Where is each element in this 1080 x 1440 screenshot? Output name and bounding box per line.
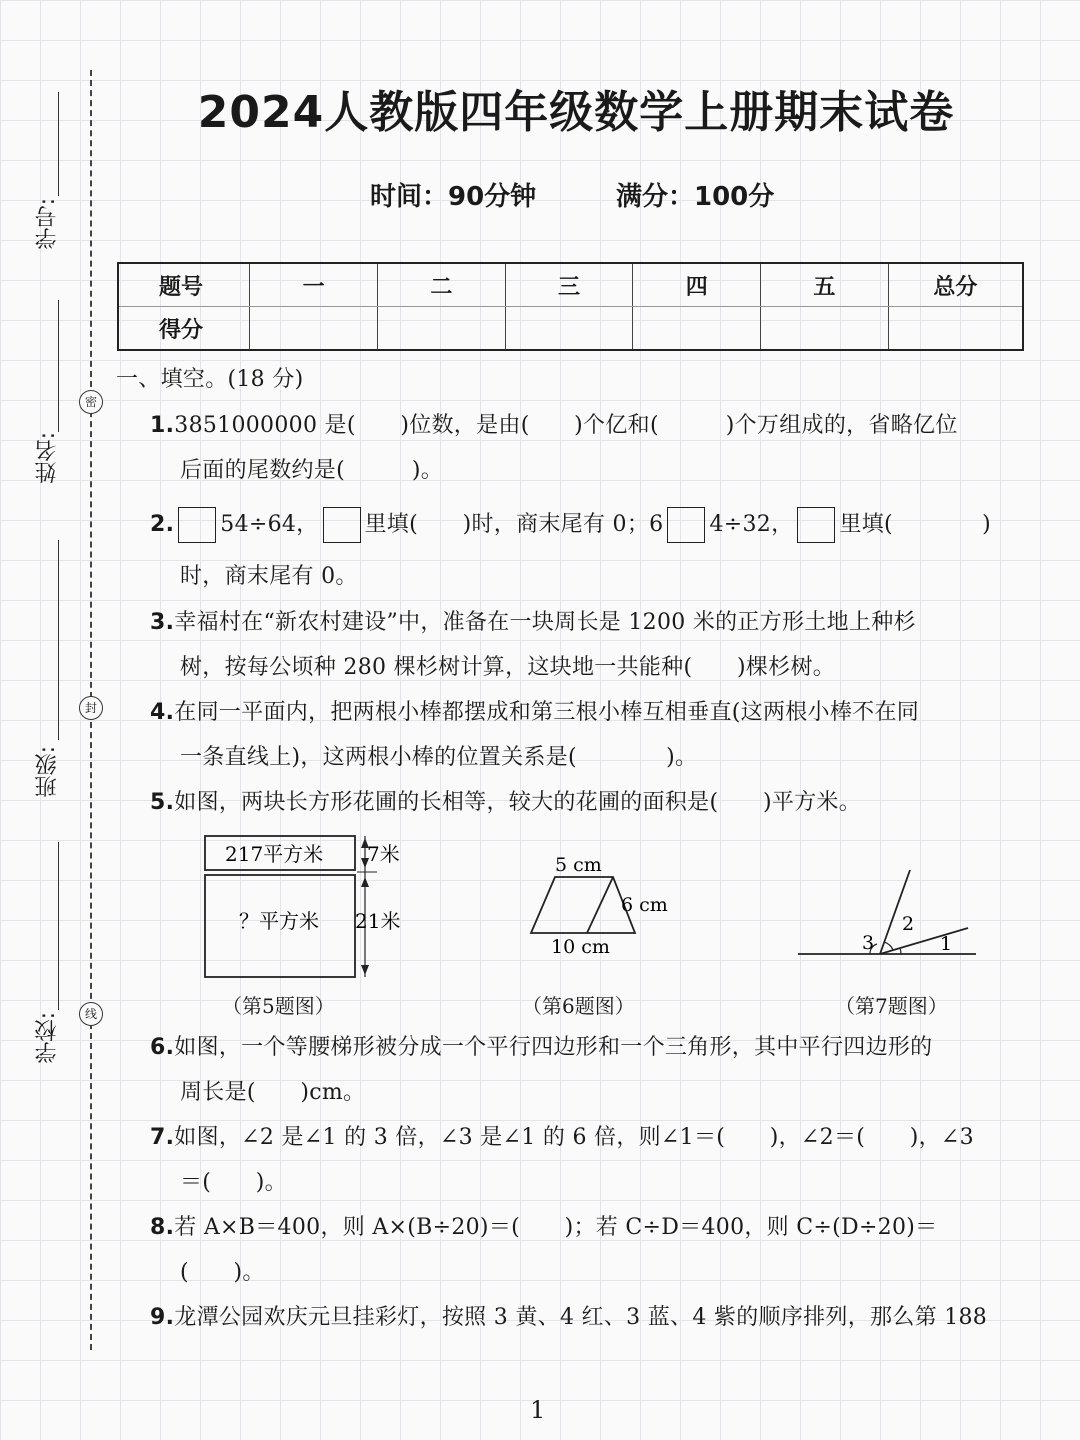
question-number: 4.: [150, 700, 175, 725]
question-text: 如图，∠2 是∠1 的 3 倍，∠3 是∠1 的 6 倍，则∠1＝( )，∠2＝( )，∠3: [174, 1125, 974, 1150]
score-table-header-row: [118, 263, 1023, 307]
score-blank[interactable]: [505, 307, 633, 351]
question-7-line-2: ＝( )。: [180, 1170, 287, 1195]
question-4-line-1: [150, 691, 1030, 735]
question-1-line-2: 后面的尾数约是( )。: [180, 458, 444, 483]
question-text: 4÷32，: [709, 512, 794, 537]
label-6cm: 6 cm: [621, 894, 668, 916]
seal-mi: 密: [79, 390, 103, 414]
figure-7-angles: [790, 862, 990, 967]
score-cell-3: 三: [505, 263, 633, 307]
question-1-line-1: [150, 404, 1030, 448]
answer-box[interactable]: [323, 507, 361, 543]
question-number: 5.: [150, 790, 175, 815]
question-7-line-1: [150, 1116, 1030, 1160]
question-8-line-2: ( )。: [180, 1260, 265, 1285]
angle-label-1: 1: [940, 933, 953, 955]
split-line: [587, 877, 613, 933]
trapezoid: [531, 877, 635, 933]
answer-box[interactable]: [797, 507, 835, 543]
score-table: [117, 262, 1024, 351]
label-217: 217平方米: [225, 842, 324, 866]
arc-2: [884, 942, 893, 950]
question-text: 里填( ): [839, 512, 991, 537]
score-blank[interactable]: [761, 307, 889, 351]
question-3-line-1: [150, 601, 1030, 645]
label-7m: 7米: [367, 842, 400, 866]
question-4-line-2: 一条直线上)，这两根小棒的位置关系是( )。: [180, 745, 698, 770]
answer-box[interactable]: [667, 507, 705, 543]
angle-label-3: 3: [862, 932, 875, 954]
name-label: 姓名:: [35, 432, 60, 484]
angle-label-2: 2: [902, 913, 915, 935]
figure-6-caption: （第6题图）: [522, 994, 635, 1018]
question-number: 6.: [150, 1035, 175, 1060]
question-number: 8.: [150, 1215, 175, 1240]
score-cell-label: 题号: [118, 263, 250, 307]
question-number: 7.: [150, 1125, 175, 1150]
question-6-line-1: [150, 1026, 1030, 1070]
exam-time: 时间：90分钟: [370, 182, 537, 212]
arrow-head: [361, 965, 369, 975]
label-21m: 21米: [355, 909, 401, 933]
school-blank: [58, 842, 59, 1010]
question-number: 1.: [150, 413, 175, 438]
question-text: 在同一平面内，把两根小棒都摆成和第三根小棒互相垂直(这两根小棒不在同: [174, 700, 920, 725]
question-text: 幸福村在“新农村建设”中，准备在一块周长是 1200 米的正方形土地上种杉: [174, 610, 916, 635]
question-6-line-2: 周长是( )cm。: [180, 1080, 366, 1105]
question-text: 若 A×B＝400，则 A×(B÷20)＝( )；若 C÷D＝400，则 C÷(D÷20)＝: [174, 1215, 938, 1240]
label-5cm: 5 cm: [555, 854, 602, 876]
figure-6-trapezoid: [515, 845, 685, 960]
question-text: 如图，两块长方形花圃的长相等，较大的花圃的面积是( )平方米。: [174, 790, 862, 815]
exam-title: 2024人教版四年级数学上册期末试卷: [197, 87, 955, 138]
question-text: 里填( )时，商末尾有 0；6: [364, 512, 664, 537]
score-cell-4: 四: [633, 263, 761, 307]
student-id-blank: [58, 92, 59, 196]
figure-5-rectangles: [195, 830, 425, 985]
arc-1: [900, 948, 901, 954]
label-unknown-area: ？平方米: [239, 909, 319, 933]
question-text: 如图，一个等腰梯形被分成一个平行四边形和一个三角形，其中平行四边形的: [174, 1035, 933, 1060]
score-blank[interactable]: [633, 307, 761, 351]
question-text: 54÷64，: [220, 512, 319, 537]
page-number: 1: [530, 1396, 546, 1424]
question-8-line-1: [150, 1206, 1030, 1250]
score-table-score-row: [118, 307, 1023, 351]
score-cell-1: 一: [250, 263, 378, 307]
question-number: 3.: [150, 610, 175, 635]
question-9-line-1: [150, 1296, 1030, 1340]
question-2-line-2: 时，商末尾有 0。: [180, 564, 358, 589]
question-2-line-1: [150, 503, 1030, 547]
exam-full-score: 满分：100分: [616, 182, 775, 212]
score-blank[interactable]: [377, 307, 505, 351]
student-id-label: 学号:: [35, 198, 60, 250]
ray-1: [880, 928, 968, 954]
name-blank: [58, 300, 59, 432]
question-text: 龙潭公园欢庆元旦挂彩灯，按照 3 黄、4 红、3 蓝、4 紫的顺序排列，那么第 188: [174, 1305, 988, 1330]
question-number: 2.: [150, 512, 175, 537]
section-heading: 一、填空。(18 分): [116, 367, 304, 392]
ray-2: [880, 870, 910, 954]
label-10cm: 10 cm: [551, 936, 610, 958]
question-3-line-2: 树，按每公顷种 280 棵杉树计算，这块地一共能种( )棵杉树。: [180, 655, 836, 680]
school-label: 学校:: [35, 1012, 60, 1064]
score-row-label: 得分: [159, 317, 204, 343]
class-blank: [58, 540, 59, 740]
arrow-head: [361, 877, 369, 887]
seal-feng: 封: [79, 696, 103, 720]
score-cell-total: 总分: [888, 263, 1023, 307]
question-5-line-1: [150, 781, 1030, 825]
score-cell-5: 五: [761, 263, 889, 307]
score-cell-2: 二: [377, 263, 505, 307]
figure-5-caption: （第5题图）: [222, 994, 335, 1018]
question-text: 3851000000 是( )位数，是由( )个亿和( )个万组成的，省略亿位: [174, 413, 958, 438]
answer-box[interactable]: [178, 507, 216, 543]
figure-7-caption: （第7题图）: [835, 994, 948, 1018]
class-label: 班级:: [35, 746, 60, 798]
score-blank[interactable]: [888, 307, 1023, 351]
seal-xian: 线: [79, 1002, 103, 1026]
score-blank[interactable]: [250, 307, 378, 351]
question-number: 9.: [150, 1305, 175, 1330]
